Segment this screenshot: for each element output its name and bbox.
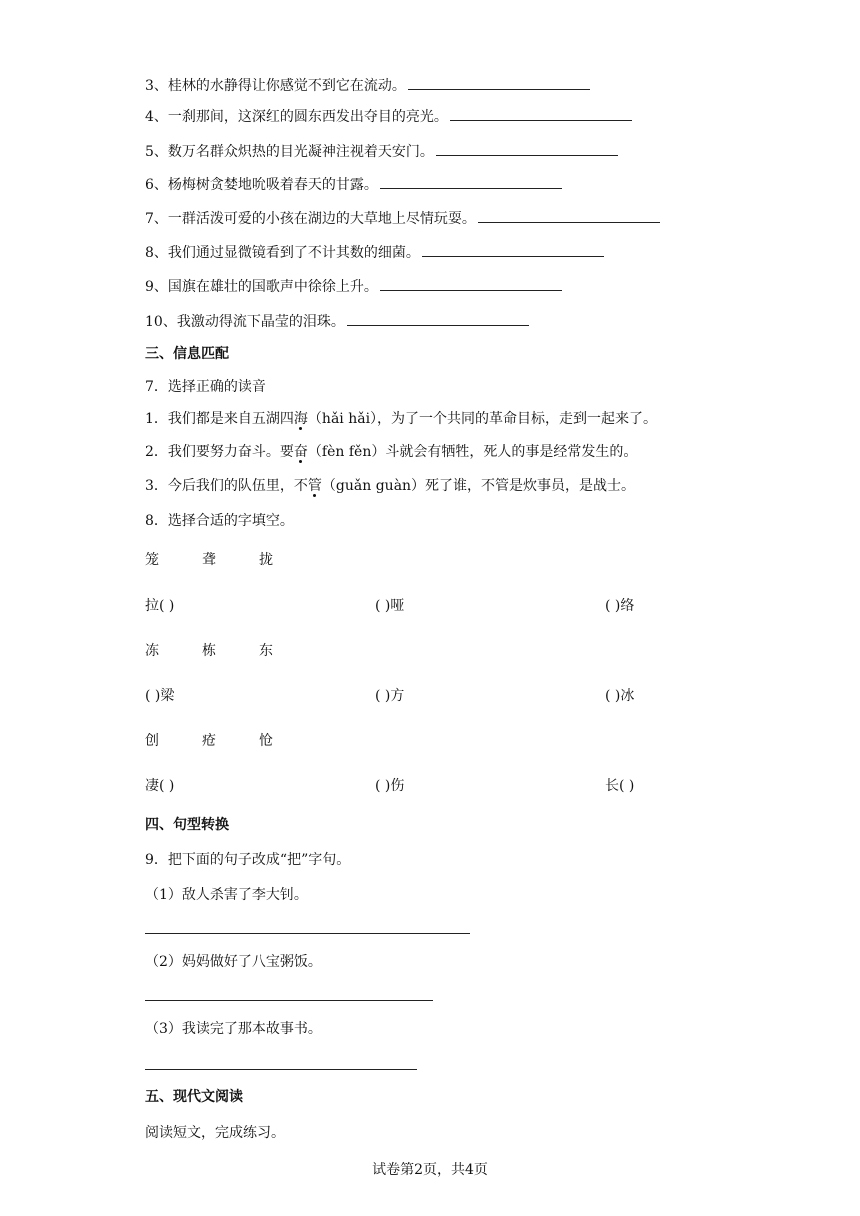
item-6-text: 6、杨梅树贪婪地吮吸着春天的甘露。 (145, 177, 378, 193)
q8-blank[interactable]: 长( ) (605, 778, 635, 794)
page-footer: 试卷第2页，共4页 (372, 1162, 488, 1178)
q7-sentence-3: 3．今后我们的队伍里，不管（guǎn guàn）死了谁，不管是炊事员，是战士。 (145, 478, 636, 494)
q8-char: 怆 (259, 733, 273, 749)
item-7-text: 7、一群活泼可爱的小孩在湖边的大草地上尽情玩耍。 (145, 211, 476, 227)
q8-blank[interactable]: 凄( ) (145, 778, 175, 794)
q9-prompt: 9．把下面的句子改成“把”字句。 (145, 852, 351, 868)
item-4-text: 4、一刹那间，这深红的圆东西发出夺目的亮光。 (145, 109, 448, 125)
answer-line[interactable] (347, 311, 529, 326)
answer-line[interactable] (422, 242, 604, 257)
answer-line[interactable] (380, 276, 562, 291)
answer-line[interactable] (436, 141, 618, 156)
q8-char: 拢 (259, 552, 273, 568)
q8-blank[interactable]: ( )哑 (375, 598, 405, 614)
item-5-text: 5、数万名群众炽热的目光凝神注视着天安门。 (145, 144, 434, 160)
q8-blank[interactable]: ( )方 (375, 688, 405, 704)
item-5 (145, 141, 618, 162)
q7-sentence-1: 1．我们都是来自五湖四海（hǎi hǎi），为了一个共同的革命目标，走到一起来了。 (145, 411, 658, 427)
item-6 (145, 174, 562, 195)
q7-prompt: 7．选择正确的读音 (145, 379, 266, 395)
q8-char: 冻 (145, 643, 159, 659)
q8-blank[interactable]: ( )梁 (145, 688, 175, 704)
q8-blank[interactable]: 拉( ) (145, 598, 175, 614)
q7-sentence-2: 2．我们要努力奋斗。要奋（fèn fěn）斗就会有牺牲，死人的事是经常发生的。 (145, 444, 638, 460)
q8-blank[interactable]: ( )伤 (375, 778, 405, 794)
q8-char: 疮 (202, 733, 216, 749)
q8-char: 聋 (202, 552, 216, 568)
q8-blank[interactable]: ( )冰 (605, 688, 635, 704)
q9-sub-3: （3）我读完了那本故事书。 (145, 1021, 322, 1037)
item-3 (145, 75, 590, 96)
item-8 (145, 242, 604, 263)
item-10 (145, 311, 529, 332)
emphasized-char: 奋 (293, 444, 308, 460)
emphasized-char: 海 (293, 411, 308, 427)
item-7 (145, 208, 660, 229)
emphasized-char: 管 (307, 478, 322, 494)
answer-line[interactable] (450, 106, 632, 121)
answer-line[interactable] (478, 208, 660, 223)
item-9 (145, 276, 562, 297)
q8-char: 东 (259, 643, 273, 659)
answer-line[interactable] (145, 1069, 417, 1070)
item-10-text: 10、我激动得流下晶莹的泪珠。 (145, 314, 345, 330)
answer-line[interactable] (145, 1000, 433, 1001)
q8-char: 栋 (202, 643, 216, 659)
item-4 (145, 106, 632, 127)
answer-line[interactable] (408, 75, 590, 90)
item-8-text: 8、我们通过显微镜看到了不计其数的细菌。 (145, 245, 420, 261)
q9-sub-1: （1）敌人杀害了李大钊。 (145, 887, 308, 903)
q9-sub-2: （2）妈妈做好了八宝粥饭。 (145, 954, 322, 970)
q8-blank[interactable]: ( )络 (605, 598, 635, 614)
q8-char: 笼 (145, 552, 159, 568)
item-9-text: 9、国旗在雄壮的国歌声中徐徐上升。 (145, 279, 378, 295)
section-4-title: 四、句型转换 (145, 817, 229, 833)
reading-intro: 阅读短文，完成练习。 (145, 1125, 285, 1141)
section-5-title: 五、现代文阅读 (145, 1089, 243, 1105)
answer-line[interactable] (145, 933, 470, 934)
q8-char: 创 (145, 733, 159, 749)
section-3-title: 三、信息匹配 (145, 346, 229, 362)
answer-line[interactable] (380, 174, 562, 189)
item-3-text: 3、桂林的水静得让你感觉不到它在流动。 (145, 78, 406, 94)
q8-prompt: 8．选择合适的字填空。 (145, 513, 294, 529)
